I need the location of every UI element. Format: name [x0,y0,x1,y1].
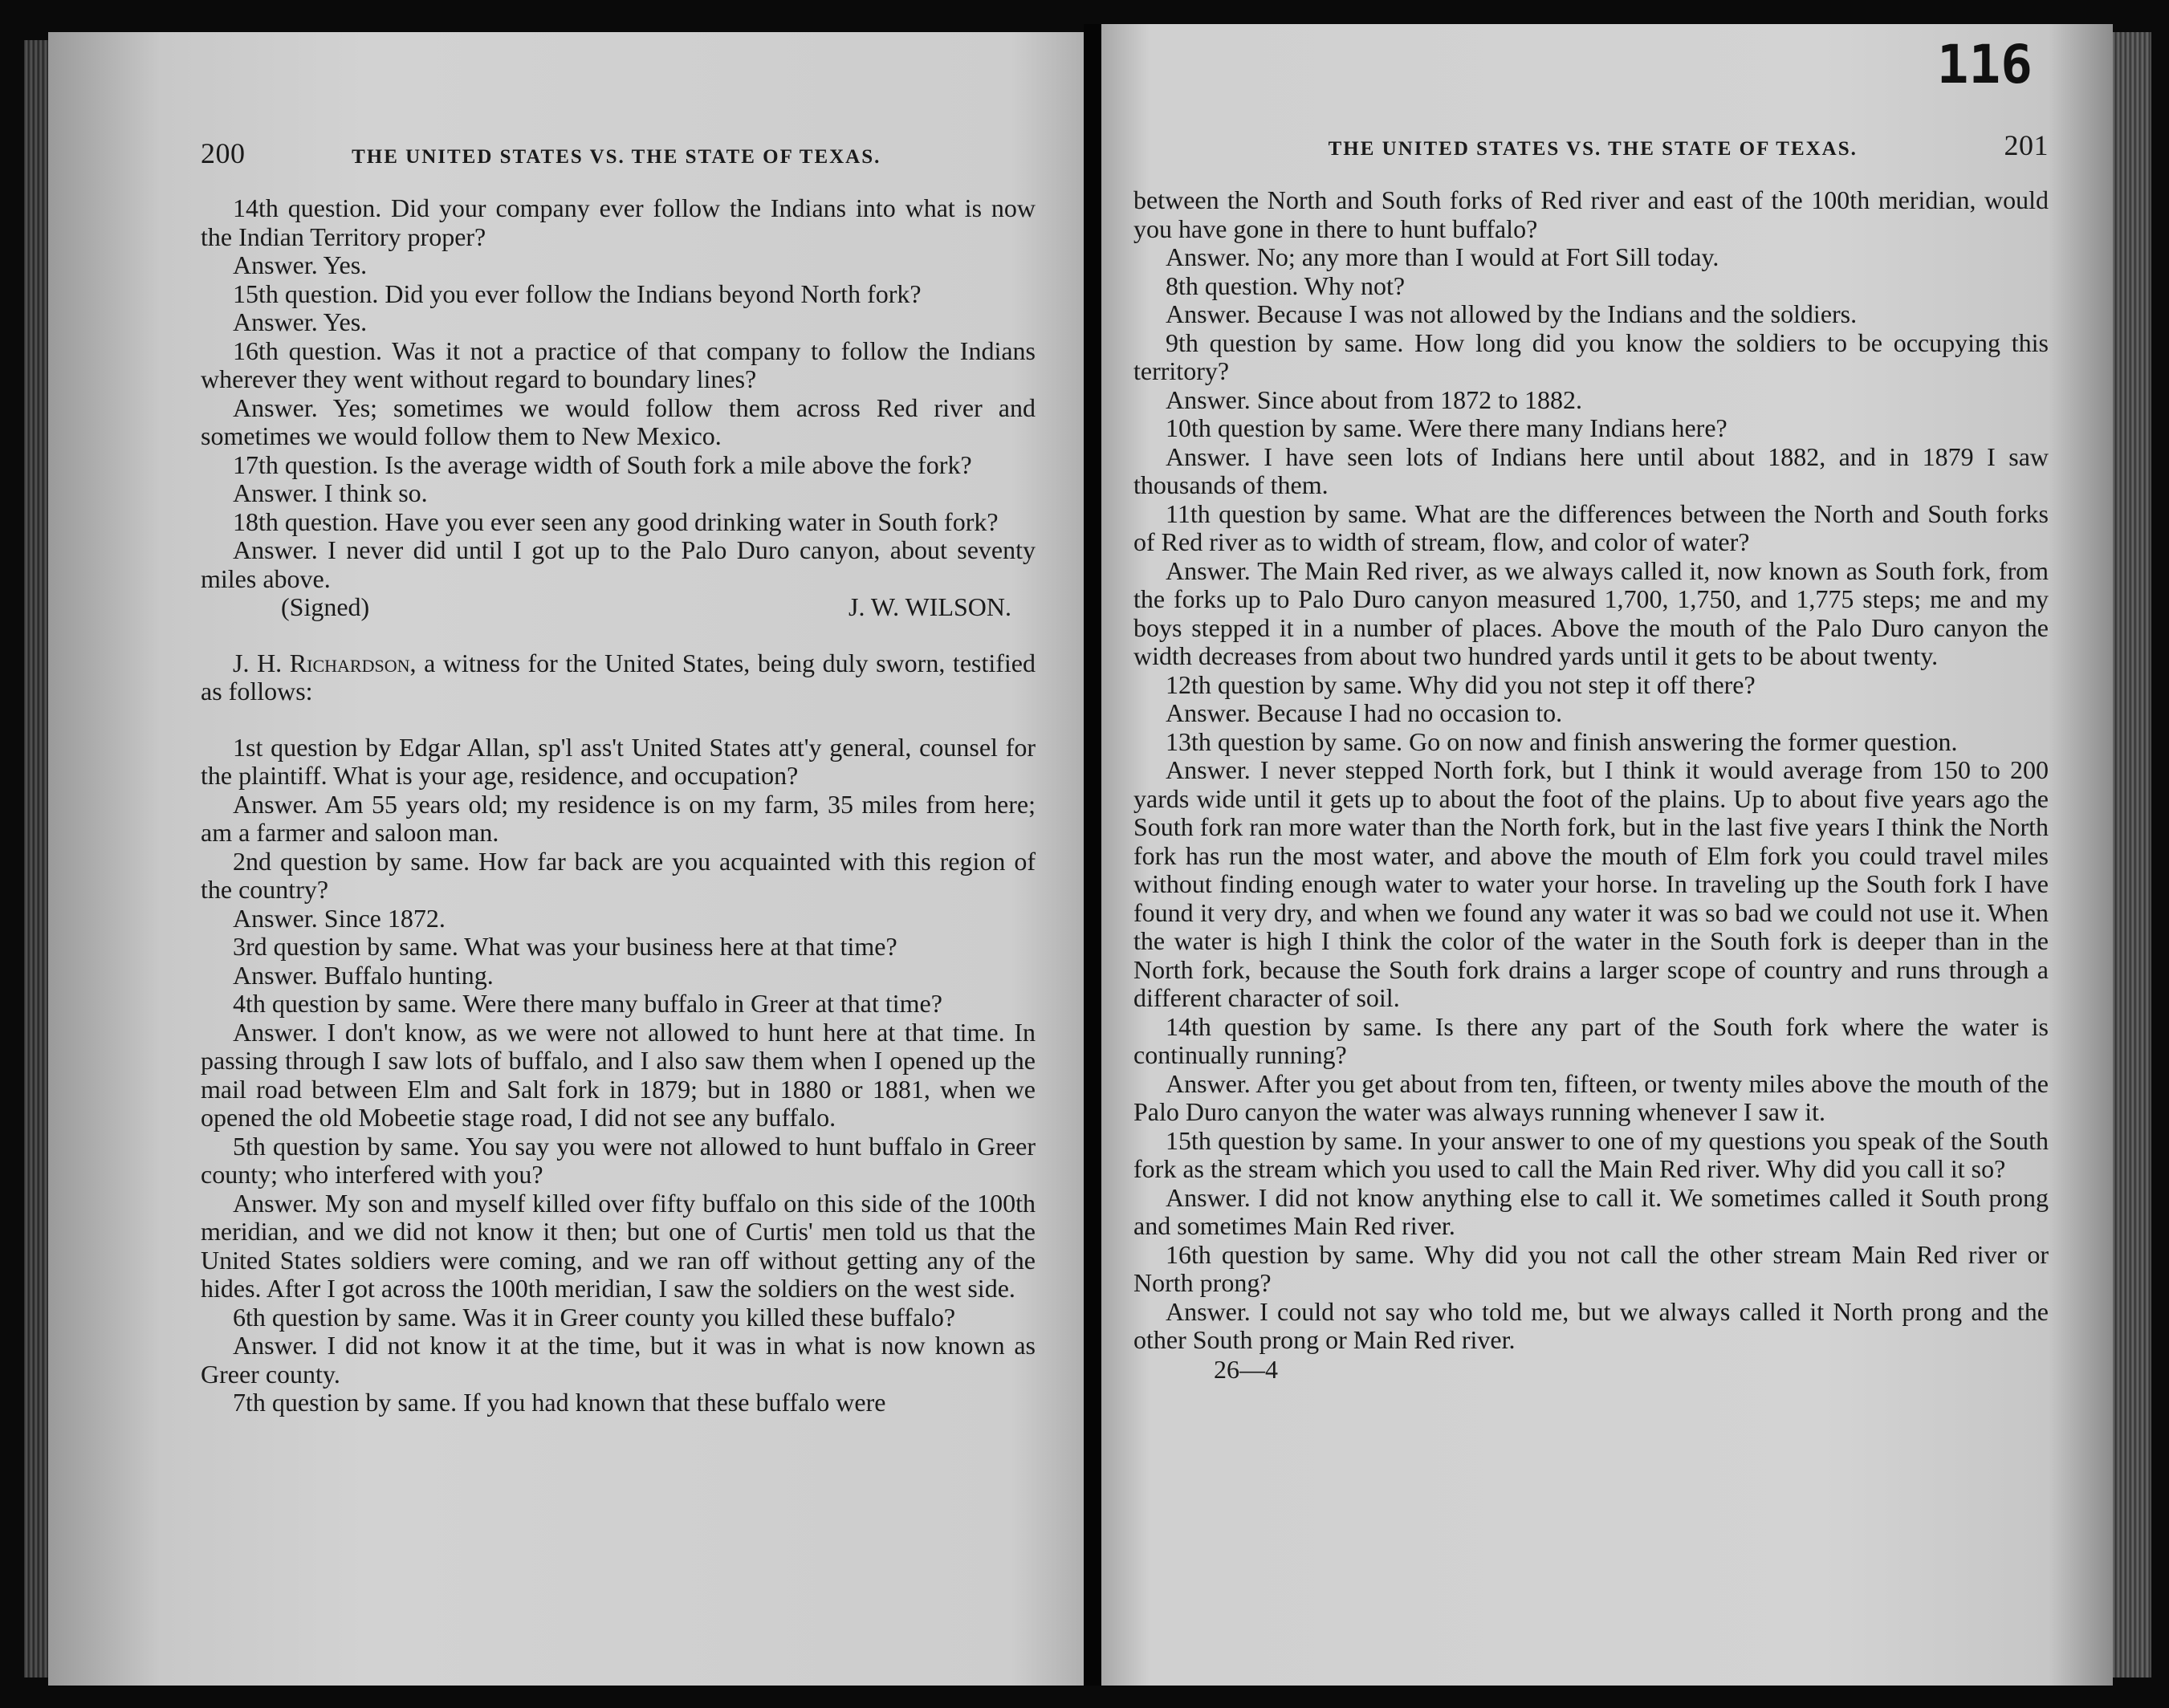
paragraph: 13th question by same. Go on now and finish answering the former question. [1166,726,1958,756]
signature-line [201,593,1036,622]
paragraph: 9th question by same. How long did you know the soldiers to be occupying this territory? [1133,327,2049,385]
paragraph: 7th question by same. If you had known that these buffalo were [233,1388,886,1417]
right-page [1101,24,2113,1686]
paragraph: Answer. I did not know anything else to call it. We sometimes called it South prong and sometimes Main Red river. [1133,1182,2049,1240]
paragraph: Answer. I have seen lots of Indians here until about 1882, and in 1879 I saw thousands of them. [1133,441,2049,499]
continuation-text: between the North and South forks of Red river and east of the 100th meridian, would you have gone in there to hunt buffalo? [1133,185,2049,243]
paragraph: 12th question by same. Why did you not step it off there? [1166,669,1756,699]
paragraph: Answer. The Main Red river, as we always called it, now known as South fork, from the forks up to Palo Duro canyon measured 1,700, 1,750, and 1,775 steps; me and my boys stepped it in a number of places. Above the mouth of the Palo Duro canyon the width decreases from about two hundred yards until it gets to be about twenty. [1133,555,2049,670]
paragraph: Answer. Since 1872. [233,903,446,933]
right-page-number: 201 [2004,129,2049,161]
paragraph: Answer. Buffalo hunting. [233,960,494,990]
paragraph: 10th question by same. Were there many Indians here? [1166,413,1727,442]
witness-intro-text: , a witness for the United States, being duly sworn, testified as follows: [201,648,1036,706]
witness-intro [201,649,1036,706]
paragraph: Answer. I think so. [233,478,428,507]
paragraph: Answer. I don't know, as we were not allowed to hunt here at that time. In passing through I saw lots of buffalo, and I also saw them when I opened up the mail road between Elm and Salt fork in 1879; but in 1880 or 1881, when we opened the old Mobeetie stage road, I did not see any buffalo. [201,1017,1036,1132]
paragraph: 14th question by same. Is there any part of the South fork where the water is continually running? [1133,1011,2049,1069]
paragraph: 2nd question by same. How far back are you acquainted with this region of the country? [201,846,1036,904]
signed-label: (Signed) [281,592,370,621]
paragraph: Answer. Yes. [233,250,368,279]
right-running-head: THE UNITED STATES VS. THE STATE OF TEXAS. [1328,138,1858,160]
paragraph: 16th question by same. Why did you not call the other stream Main Red river or North prong? [1133,1239,2049,1297]
paragraph: Answer. My son and myself killed over fifty buffalo on this side of the 100th meridian, and we did not know it then; but one of Curtis' men told us that the United States soldiers were coming, and we ran off without getting any of the hides. After I got across the 100th meridian, I saw the soldiers on the west side. [201,1188,1036,1303]
paragraph: Answer. Because I was not allowed by the Indians and the soldiers. [1166,299,1858,328]
paragraph: Answer. I could not say who told me, but we always called it North prong and the other South prong or Main Red river. [1133,1296,2049,1354]
paragraph: 4th question by same. Were there many buffalo in Greer at that time? [233,989,942,1018]
paragraph: 17th question. Is the average width of South fork a mile above the fork? [233,449,972,479]
paragraph: Answer. Since about from 1872 to 1882. [1166,384,1583,414]
left-page-number: 200 [201,137,246,169]
left-body-a [201,194,1036,593]
paragraph: Answer. No; any more than I would at Fort Sill today. [1166,242,1719,271]
paragraph: Answer. Yes; sometimes we would follow them across Red river and sometimes we would follow them to New Mexico. [201,392,1036,450]
left-page-header [201,136,1036,170]
paragraph: Answer. Because I had no occasion to. [1166,698,1563,727]
paragraph: Answer. I did not know it at the time, but it was in what is now known as Greer county. [201,1331,1036,1389]
paragraph: 3rd question by same. What was your business here at that time? [233,932,897,961]
signature-mark: 26—4 [1214,1354,1278,1384]
book-gutter [1084,24,1101,1686]
paragraph: 1st question by Edgar Allan, sp'l ass't United States att'y general, counsel for the plaintiff. What is your age, residence, and occupation? [201,732,1036,790]
paragraph: Answer. Am 55 years old; my residence is on my farm, 35 miles from here; am a farmer and saloon man. [201,789,1036,847]
page-stamp: 116 [1936,34,2033,96]
right-body [1133,243,2049,1355]
left-body-b [201,734,1036,1417]
left-running-head: THE UNITED STATES VS. THE STATE OF TEXAS. [352,146,881,168]
paragraph: Answer. Yes. [233,307,368,336]
paragraph: 14th question. Did your company ever follow the Indians into what is now the Indian Territory proper? [201,193,1036,251]
right-page-header [1133,128,2049,162]
paragraph: 5th question by same. You say you were not allowed to hunt buffalo in Greer county; who interfered with you? [201,1131,1036,1189]
paragraph: 8th question. Why not? [1166,270,1406,300]
witness-name: J. H. Richardson [233,648,410,677]
paragraph: 16th question. Was it not a practice of that company to follow the Indians wherever they went without regard to boundary lines? [201,336,1036,393]
paragraph: Answer. I never stepped North fork, but I think it would average from 150 to 200 yards wide until it gets up to about the foot of the plains. Up to about five years ago the South fork ran more water than the North fork, but in the last five years I think the North fork has run the most water, and above the mouth of Elm fork you could travel miles without finding enough water to water your horse. In traveling up the South fork I have found it very dry, and when we found any water it was so bad we could not use it. When the water is high I think the color of the water in the South fork is deeper than in the North fork, because the South fork drains a larger scope of country and runs through a different character of soil. [1133,755,2049,1012]
paragraph: 15th question. Did you ever follow the Indians beyond North fork? [233,279,922,308]
paragraph: 15th question by same. In your answer to one of my questions you speak of the South fork as the stream which you used to call the Main Red river. Why did you call it so? [1133,1125,2049,1183]
paragraph: 18th question. Have you ever seen any good drinking water in South fork? [233,506,999,536]
left-page [48,32,1084,1686]
paragraph: Answer. After you get about from ten, fifteen, or twenty miles above the mouth of the Palo Duro canyon the water was always running whenever I saw it. [1133,1068,2049,1126]
paragraph: Answer. I never did until I got up to the Palo Duro canyon, about seventy miles above. [201,535,1036,593]
paragraph: 6th question by same. Was it in Greer county you killed these buffalo? [233,1302,956,1332]
paragraph: 11th question by same. What are the differences between the North and South forks of Red river as to width of stream, flow, and color of water? [1133,498,2049,556]
signed-name: J. W. WILSON. [848,592,1011,621]
